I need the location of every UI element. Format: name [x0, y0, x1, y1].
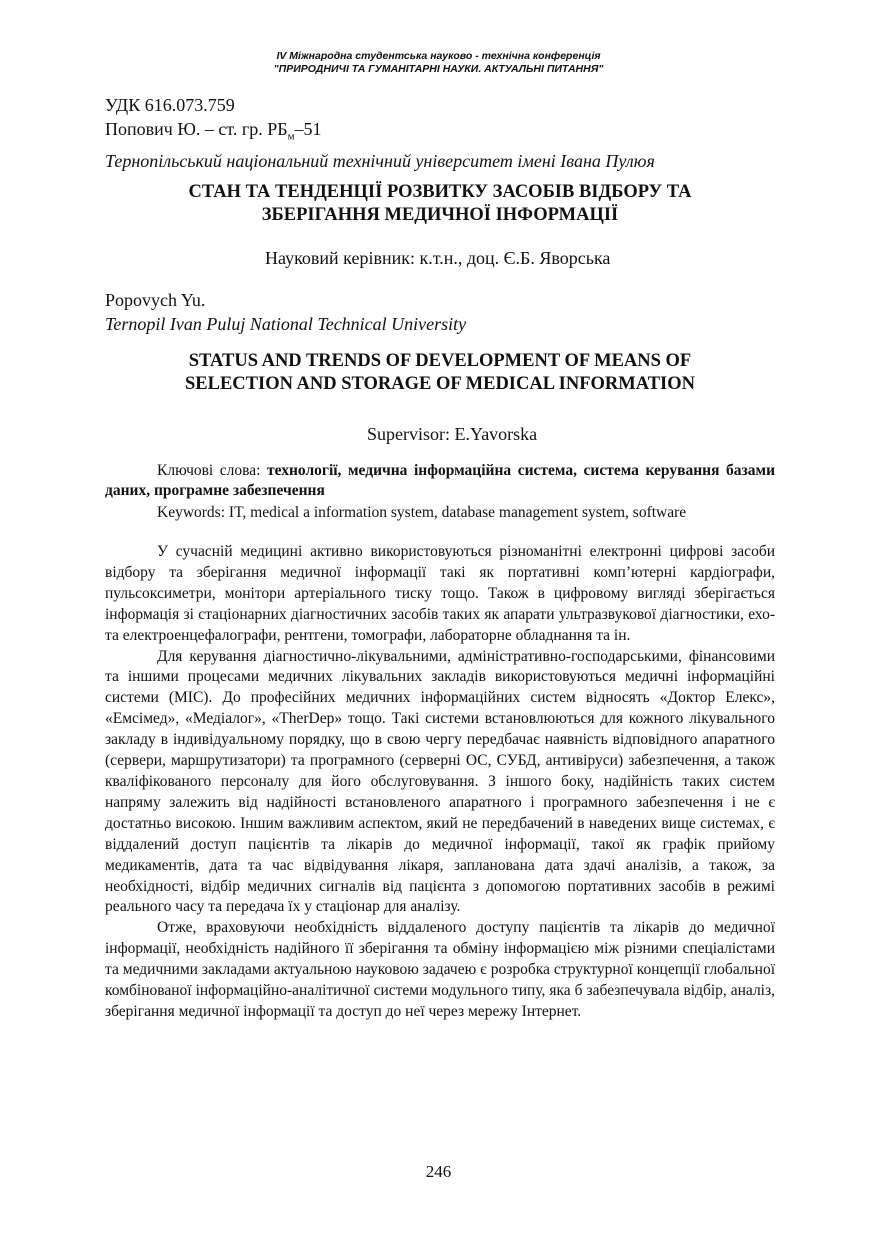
eng-keywords-value: IT, medical a information system, database management system, software: [228, 504, 687, 521]
body-text: [105, 542, 775, 1023]
ukr-keywords-value: технології, медична інформаційна система, система керування базами даних, програмне забезпечення: [105, 462, 775, 499]
ukr-author-block: [105, 93, 775, 173]
ukr-author-line: [105, 117, 775, 149]
ukr-title-line2: ЗБЕРІГАННЯ МЕДИЧНОЇ ІНФОРМАЦІЇ: [261, 205, 619, 225]
ukr-affiliation: Тернопільський національний технічний університет імені Івана Пулюя: [105, 150, 655, 171]
body-paragraph-1: У сучасній медицині активно використовуються різноманітні електронні цифрові засоби відбору та зберігання медичної інформації такі як портативні комп’ютерні кардіографи, пульсоксиметри, монітори артеріального тиску тощо. Також в цифровому вигляді зберігається інформація зі стаціонарних діагностичних засобів таких як апарати ультразвукової діагностики, ехо- та електроенцефалографи, рентгени, томографи, лабораторне обладнання та ін.: [105, 543, 775, 644]
conference-header-line1: IV Міжнародна студентська науково - технічна конференція: [276, 50, 601, 62]
eng-keywords: [105, 503, 775, 523]
eng-author: Popovych Yu.: [105, 290, 206, 310]
conference-header: [0, 50, 877, 76]
ukr-group-suffix: –51: [294, 119, 322, 139]
body-paragraph-2: Для керування діагностично-лікувальними, адміністративно-господарськими, фінансовими та іншими процесами медичних лікувальних закладів використовуються медичні інформаційні системи (МІС). До професійних медичних інформаційних систем відносять «Доктор Елекс», «Емсімед», «Медіалог», «TherDep» тощо. Такі системи встановлюються для кожного лікувального закладу в індивідуальному порядку, що в свою чергу передбачає наявність відповідного апаратного (сервери, маршрутизатори) та програмного (серверні ОС, СУБД, антивіруси) забезпечення, а також кваліфікованого персоналу для його обслуговування. З іншого боку, надійність таких систем напряму залежить від надійності встановленого апаратного і програмного забезпечення і не є достатньо високою. Іншим важливим аспектом, який не передбачений в наведених вище системах, є віддалений доступ пацієнтів та лікарів до медичної інформації, такої як графік прийому медикаментів, дата та час відвідування лікаря, запланована дата здачі аналізів, а також, за необхідності, відбір медичних сигналів від пацієнта з допомогою портативних засобів в режимі реального часу та передача їх у стаціонар для аналізу.: [105, 647, 775, 916]
eng-supervisor: Supervisor: E.Yavorska: [367, 424, 538, 444]
eng-title-line1: STATUS AND TRENDS OF DEVELOPMENT OF MEANS OF: [188, 351, 692, 371]
body-paragraph-3: Отже, враховуючи необхідність віддаленого доступу пацієнтів та лікарів до медичної інформації, необхідність надійного її зберігання та обміну інформацією між різними спеціалістами та медичними закладами актуальною науковою задачею є розробка структурної концепції глобальної комбінованої інформаційно-аналітичної системи модульного типу, яка б забезпечувала відбір, аналіз, зберігання медичної інформації та доступ до неї через мережу Інтернет.: [105, 919, 775, 1020]
ukr-title-line1: СТАН ТА ТЕНДЕНЦІЇ РОЗВИТКУ ЗАСОБІВ ВІДБОРУ ТА: [188, 182, 692, 202]
ukr-title: [105, 181, 775, 227]
udk-code: УДК 616.073.759: [105, 95, 235, 115]
ukr-group-subscript: м: [287, 130, 295, 143]
eng-title-line2: SELECTION AND STORAGE OF MEDICAL INFORMATION: [184, 374, 696, 394]
eng-title: [105, 350, 775, 396]
ukr-supervisor: Науковий керівник: к.т.н., доц. Є.Б. Яворська: [265, 248, 611, 268]
eng-keywords-label: Keywords:: [157, 504, 229, 521]
ukr-keywords: [105, 461, 775, 501]
eng-author-block: [105, 288, 775, 336]
conference-header-line2: "ПРИРОДНИЧІ ТА ГУМАНІТАРНІ НАУКИ. АКТУАЛЬНІ ПИТАННЯ": [273, 63, 604, 75]
ukr-author: Попович Ю. – ст. гр. РБ: [105, 119, 288, 139]
page-number: 246: [425, 1162, 452, 1181]
ukr-keywords-label: Ключові слова:: [157, 462, 268, 479]
eng-affiliation: Ternopil Ivan Puluj National Technical University: [105, 314, 467, 334]
